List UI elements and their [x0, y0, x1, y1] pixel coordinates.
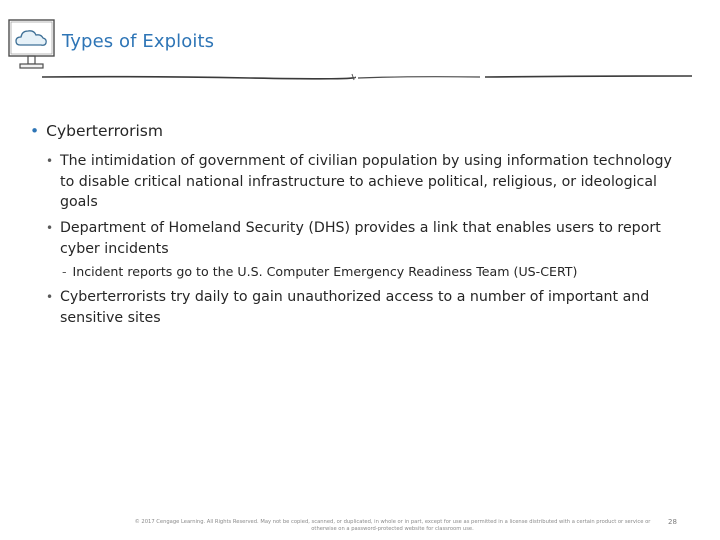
bullet-text: Department of Homeland Security (DHS) provides a link that enables users to report cyber incidents	[60, 220, 661, 257]
subbullet-item-us-cert	[62, 263, 577, 281]
title-underline	[40, 70, 700, 84]
bullet-item-cyberterrorists	[46, 287, 686, 328]
bullet-marker: •	[46, 154, 54, 168]
bullet-item-dhs	[46, 218, 686, 259]
bullet-item-definition	[46, 151, 686, 213]
slide-title: Types of Exploits	[62, 31, 215, 52]
dash-marker: -	[62, 264, 67, 279]
heading-item	[30, 122, 163, 140]
bullet-text: Cyberterrorists try daily to gain unauthorized access to a number of important and sensitive sites	[60, 289, 650, 326]
cloud-monitor-icon	[6, 18, 58, 72]
page-number: 28	[668, 518, 677, 526]
bullet-marker: •	[46, 221, 54, 235]
heading-text: Cyberterrorism	[46, 122, 163, 140]
bullet-marker: •	[46, 290, 54, 304]
copyright-footer: © 2017 Cengage Learning. All Rights Reserved. May not be copied, scanned, or duplicated, in whole or in part, except for use as permitted in a license distributed with a certain product or service or otherwise on a password-protected website for classroom use.	[134, 519, 651, 532]
subbullet-text: Incident reports go to the U.S. Computer Emergency Readiness Team (US-CERT)	[72, 264, 578, 279]
bullet-text: The intimidation of government of civilian population by using information technology to disable critical national infrastructure to achieve political, religious, or ideological goals	[60, 153, 672, 210]
bullet-marker: •	[30, 122, 40, 140]
